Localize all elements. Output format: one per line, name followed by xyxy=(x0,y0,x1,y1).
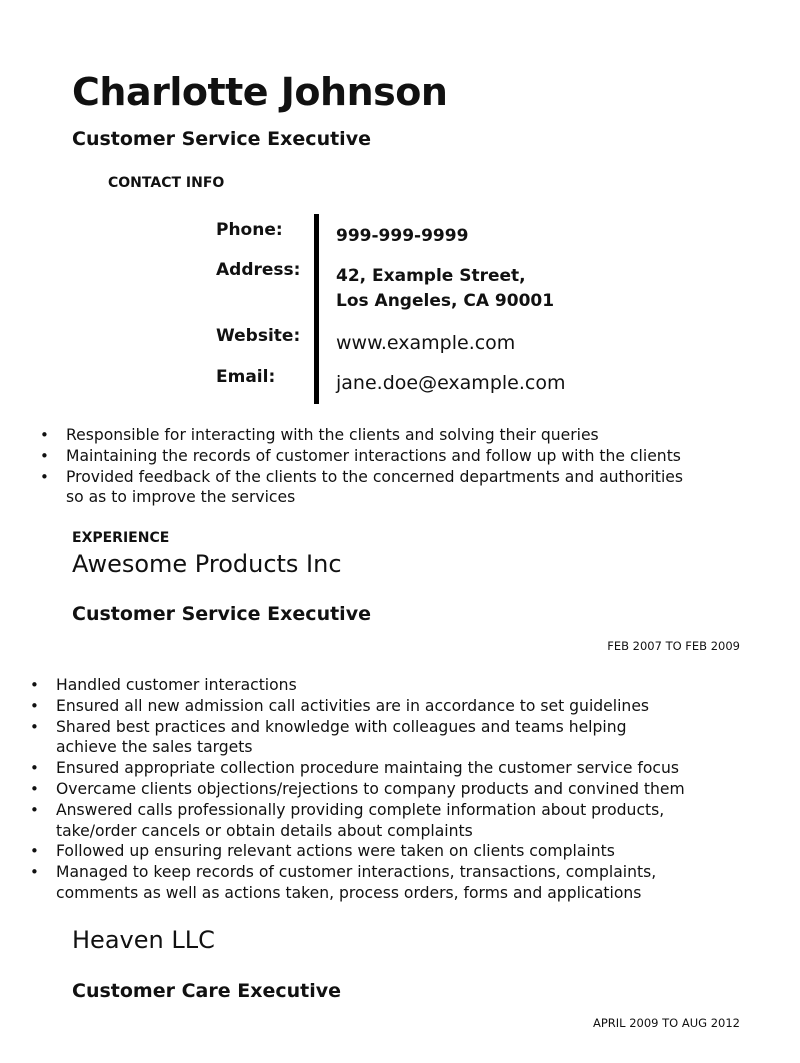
list-item-text: Provided feedback of the clients to the concerned departments and authorities xyxy=(66,467,683,486)
list-item-text: Shared best practices and knowledge with colleagues and teams helping xyxy=(56,717,627,736)
list-item xyxy=(40,467,770,509)
company-name: Awesome Products Inc xyxy=(72,550,342,578)
address-line-2: Los Angeles, CA 90001 xyxy=(336,291,555,311)
list-item xyxy=(30,696,770,717)
list-item-text: Overcame clients objections/rejections to company products and convined them xyxy=(56,779,685,798)
list-item-text-continued: comments as well as actions taken, process orders, forms and applications xyxy=(56,883,642,902)
job-role: Customer Service Executive xyxy=(72,603,371,625)
list-item xyxy=(40,446,770,467)
list-item-text: Followed up ensuring relevant actions were taken on clients complaints xyxy=(56,842,615,861)
phone-label: Phone: xyxy=(216,220,283,240)
list-item xyxy=(40,425,770,446)
job-dates: APRIL 2009 TO AUG 2012 xyxy=(592,1016,740,1030)
experience-heading: EXPERIENCE xyxy=(72,530,170,546)
summary-list xyxy=(40,425,770,508)
list-item-text: Maintaining the records of customer interactions and follow up with the clients xyxy=(66,446,681,465)
list-item xyxy=(30,800,770,842)
list-item xyxy=(30,779,770,800)
job-role: Customer Care Executive xyxy=(72,980,341,1002)
contact-divider xyxy=(314,214,319,404)
phone-value: 999-999-9999 xyxy=(336,226,469,246)
job-duties-list xyxy=(30,675,770,904)
list-item-text-continued: take/order cancels or obtain details about complaints xyxy=(56,821,473,840)
company-name: Heaven LLC xyxy=(72,926,215,954)
contact-info-heading: CONTACT INFO xyxy=(108,175,225,191)
candidate-title: Customer Service Executive xyxy=(72,128,371,150)
website-value[interactable]: www.example.com xyxy=(336,332,516,354)
website-label: Website: xyxy=(216,326,301,346)
list-item-text: Responsible for interacting with the clients and solving their queries xyxy=(66,426,599,444)
candidate-name: Charlotte Johnson xyxy=(72,70,448,114)
job-dates: FEB 2007 TO FEB 2009 xyxy=(607,639,740,653)
list-item xyxy=(30,758,770,779)
list-item-text: Ensured appropriate collection procedure maintaing the customer service focus xyxy=(56,759,679,778)
list-item-text-continued: achieve the sales targets xyxy=(56,738,253,757)
list-item xyxy=(30,841,770,862)
address-label: Address: xyxy=(216,260,301,280)
list-item-text: Managed to keep records of customer interactions, transactions, complaints, xyxy=(56,863,657,882)
list-item xyxy=(30,675,770,696)
list-item-text-continued: so as to improve the services xyxy=(66,488,296,507)
email-value[interactable]: jane.doe@example.com xyxy=(336,372,566,394)
list-item-text: Answered calls professionally providing complete information about products, xyxy=(56,800,665,819)
address-line-1: 42, Example Street, xyxy=(336,266,526,286)
list-item-text: Handled customer interactions xyxy=(56,676,297,694)
list-item xyxy=(30,717,770,759)
list-item xyxy=(30,862,770,904)
email-label: Email: xyxy=(216,367,276,387)
list-item-text: Ensured all new admission call activities are in accordance to set guidelines xyxy=(56,696,650,715)
